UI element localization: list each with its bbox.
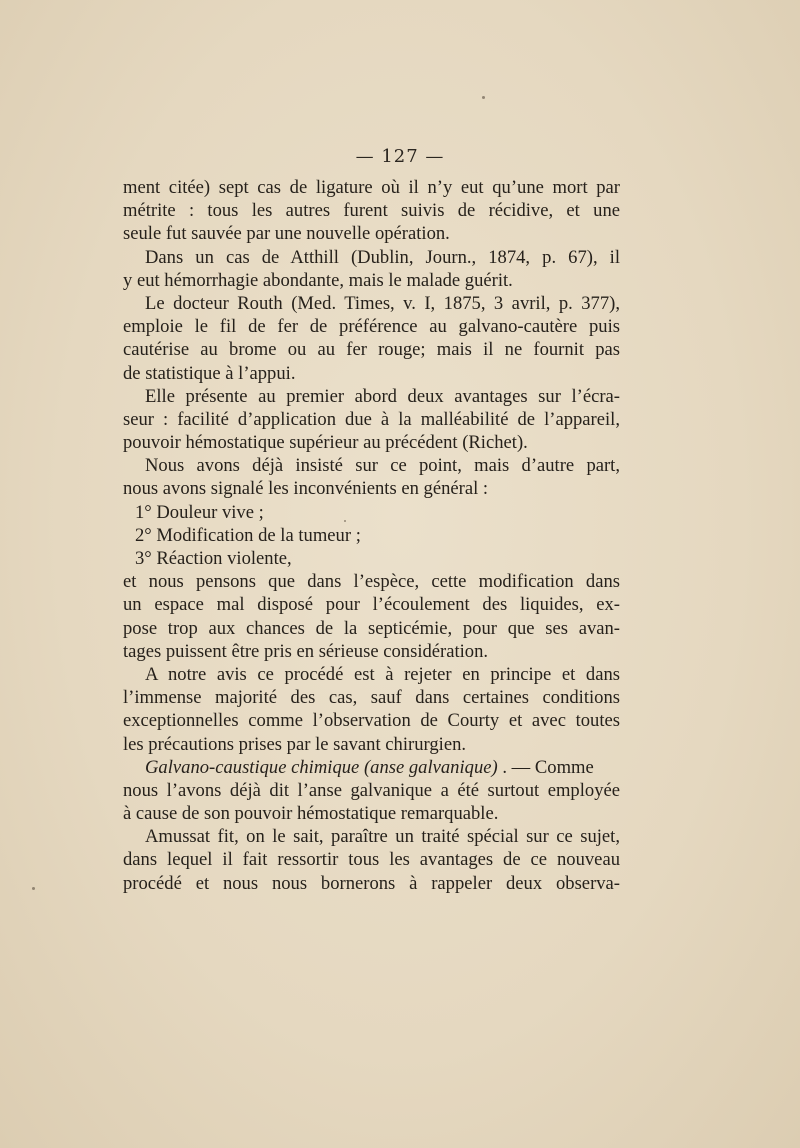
text-line: A notre avis ce procédé est à rejeter en principe et dans	[145, 663, 620, 685]
text-line: l’immense majorité des cas, sauf dans certaines conditions	[123, 687, 620, 709]
text-line: pose trop aux chances de la septicémie, pour que ses avan-	[123, 617, 620, 639]
text-line: pouvoir hémostatique supérieur au précédent (Richet).	[123, 432, 528, 454]
text-line: Le docteur Routh (Med. Times, v. I, 1875, 3 avril, p. 377),	[145, 292, 620, 314]
text-line: et nous pensons que dans l’espèce, cette modification dans	[123, 571, 620, 593]
text-line: dans lequel il fait ressortir tous les avantages de ce nouveau	[123, 849, 620, 871]
paper-speck	[32, 887, 35, 890]
text-line: exceptionnelles comme l’observation de Courty et avec toutes	[123, 710, 620, 732]
text-line: Nous avons déjà insisté sur ce point, mais d’autre part,	[145, 455, 620, 477]
text-line: Amussat fit, on le sait, paraître un traité spécial sur ce sujet,	[145, 826, 620, 848]
paper-speck	[344, 520, 346, 522]
text-line: Dans un cas de Atthill (Dublin, Journ., 1874, p. 67), il	[145, 246, 620, 268]
text-line: métrite : tous les autres furent suivis de récidive, et une	[123, 200, 620, 222]
list-item: 2° Modification de la tumeur ;	[135, 524, 361, 546]
page-number: — 127 —	[355, 146, 445, 167]
text-line: seur : facilité d’application due à la malléabilité de l’appareil,	[123, 408, 620, 430]
text-line: emploie le fil de fer de préférence au galvano-cautère puis	[123, 316, 620, 338]
text-line: Elle présente au premier abord deux avantages sur l’écra-	[145, 385, 620, 407]
text-line: les précautions prises par le savant chirurgien.	[123, 733, 467, 755]
list-item: 1° Douleur vive ;	[135, 501, 264, 523]
text-line: nous avons signalé les inconvénients en général :	[123, 478, 489, 500]
text-line: tages puissent être pris en sérieuse considération.	[123, 640, 489, 662]
body-text	[123, 176, 620, 895]
section-heading-line	[123, 756, 620, 779]
text-line: un espace mal disposé pour l’écoulement des liquides, ex-	[123, 594, 620, 616]
text-line: seule fut sauvée par une nouvelle opération.	[123, 223, 450, 245]
italic-parenthetical: (anse galvanique)	[363, 756, 498, 778]
text-line: procédé et nous nous bornerons à rappeler deux observa-	[123, 872, 620, 894]
text-line: nous l’avons déjà dit l’anse galvanique a été surtout employée	[123, 779, 620, 801]
text-line: y eut hémorrhagie abondante, mais le malade guérit.	[123, 269, 513, 291]
italic-heading: Galvano-caustique chimique	[145, 756, 360, 778]
list-item: 3° Réaction violente,	[135, 548, 292, 569]
text-line: cautérise au brome ou au fer rouge; mais il ne fournit pas	[123, 339, 620, 361]
paper-speck	[482, 96, 485, 99]
heading-tail: . — Comme	[497, 756, 594, 778]
text-line: de statistique à l’appui.	[123, 362, 296, 384]
text-line: ment citée) sept cas de ligature où il n’y eut qu’une mort par	[123, 177, 620, 198]
text-line: à cause de son pouvoir hémostatique remarquable.	[123, 803, 499, 825]
